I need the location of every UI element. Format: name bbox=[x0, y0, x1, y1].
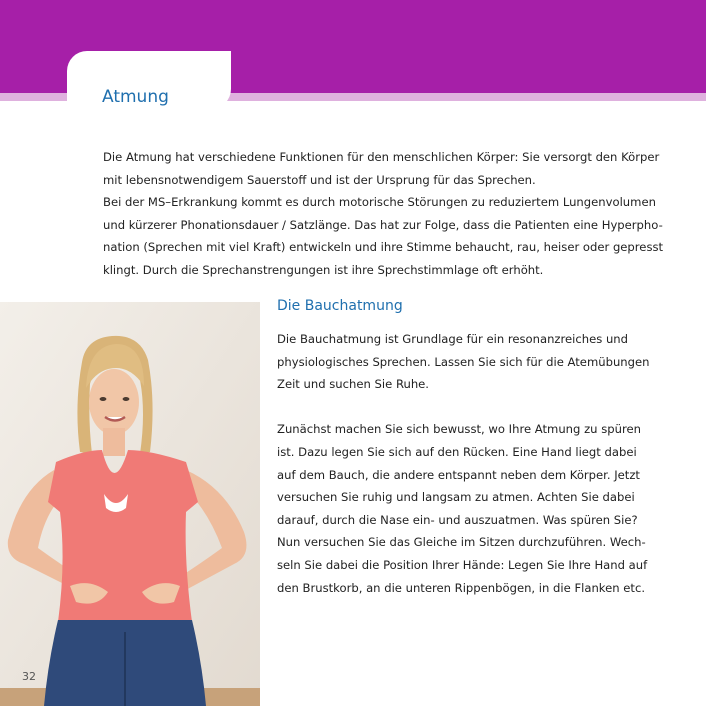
intro-line: klingt. Durch die Sprechanstrengungen ist ihre Sprechstimmlage oft erhöht. bbox=[103, 262, 544, 277]
intro-line: mit lebensnotwendigem Sauerstoff und ist der Ursprung für das Sprechen. bbox=[103, 172, 536, 187]
body-line: Nun versuchen Sie das Gleiche im Sitzen durchzuführen. Wech- bbox=[277, 535, 646, 550]
body-line: Zeit und suchen Sie Ruhe. bbox=[277, 377, 429, 392]
intro-line: Bei der MS–Erkrankung kommt es durch motorische Störungen zu reduziertem Lungenvolumen bbox=[103, 195, 656, 210]
body-line: ist. Dazu legen Sie sich auf den Rücken. Eine Hand liegt dabei bbox=[277, 444, 637, 459]
intro-line: nation (Sprechen mit viel Kraft) entwickeln und ihre Stimme behaucht, rau, heiser oder gepresst bbox=[103, 240, 664, 255]
page-title: Atmung bbox=[102, 87, 169, 107]
intro-line: Die Atmung hat verschiedene Funktionen für den menschlichen Körper: Sie versorgt den Körper bbox=[103, 150, 660, 164]
intro-line: und kürzerer Phonationsdauer / Satzlänge. Das hat zur Folge, dass die Patienten eine Hyperpho- bbox=[103, 217, 663, 232]
body-line: auf dem Bauch, die andere entspannt neben dem Körper. Jetzt bbox=[277, 467, 640, 482]
body-line: darauf, durch die Nase ein- und auszuatmen. Was spüren Sie? bbox=[277, 512, 638, 527]
body-line: seln Sie dabei die Position Ihrer Hände: Legen Sie Ihre Hand auf bbox=[277, 557, 648, 572]
page-number: 32 bbox=[22, 670, 36, 683]
body-line: versuchen Sie ruhig und langsam zu atmen. Achten Sie dabei bbox=[277, 490, 635, 505]
woman-photo bbox=[0, 302, 260, 706]
woman-illustration bbox=[0, 302, 260, 706]
body-line: Zunächst machen Sie sich bewusst, wo Ihre Atmung zu spüren bbox=[277, 422, 641, 437]
paragraph-gap bbox=[277, 396, 617, 419]
body-line: den Brustkorb, an die unteren Rippenbögen, in die Flanken etc. bbox=[277, 580, 645, 595]
body-line: Die Bauchatmung ist Grundlage für ein resonanzreiches und bbox=[277, 332, 629, 346]
section-title: Die Bauchatmung bbox=[277, 298, 403, 314]
body-line: physiologisches Sprechen. Lassen Sie sich für die Atemübungen bbox=[277, 354, 650, 369]
intro-paragraph bbox=[103, 146, 664, 282]
section-body bbox=[277, 328, 650, 599]
